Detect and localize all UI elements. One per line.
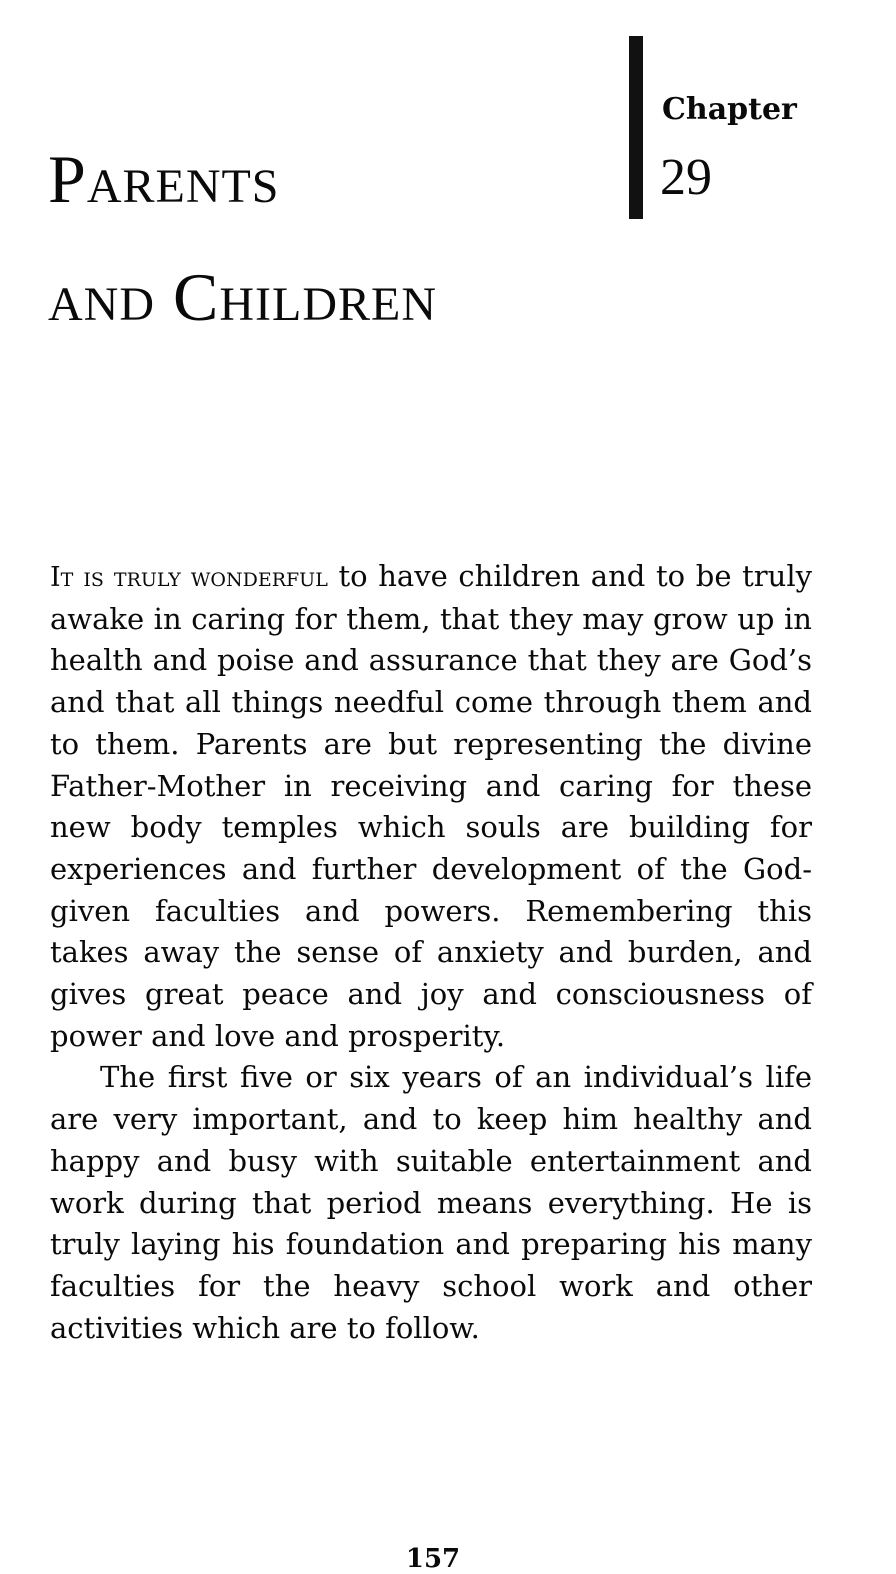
title-word-parents: Parents: [48, 141, 280, 217]
page-number: 157: [405, 1544, 461, 1574]
title-word-children: Children: [173, 259, 437, 335]
paragraph-1: [50, 556, 812, 1057]
paragraph-1-text: to have children and to be truly awake in caring for them, that they may grow up in health and poise and assurance that they are God’s and that all things needful come through them and to them. Parents are but representing the divine Father-Mother in receiving and caring for these new body temples which souls are building for experiences and further development of the God-given faculties and powers. Remembering this takes away the sense of anxiety and burden, and gives great peace and joy and consciousness of power and love and prosperity.: [50, 559, 812, 1053]
title-line-1: [48, 120, 648, 238]
body-text: [50, 556, 812, 1349]
chapter-title: [48, 120, 648, 356]
title-word-and: and: [48, 259, 155, 335]
chapter-label: Chapter: [662, 92, 797, 127]
lead-in-small-caps: It is truly wonderful: [50, 562, 328, 593]
chapter-divider-bar: [629, 36, 643, 219]
paragraph-2: The first five or six years of an individual’s life are very important, and to keep him healthy and happy and busy with suitable entertainment and work during that period means everything. He is truly laying his foundation and preparing his many faculties for the heavy school work and other activities which are to follow.: [50, 1060, 812, 1345]
chapter-number: 29: [660, 149, 712, 206]
title-line-2: [48, 238, 648, 356]
